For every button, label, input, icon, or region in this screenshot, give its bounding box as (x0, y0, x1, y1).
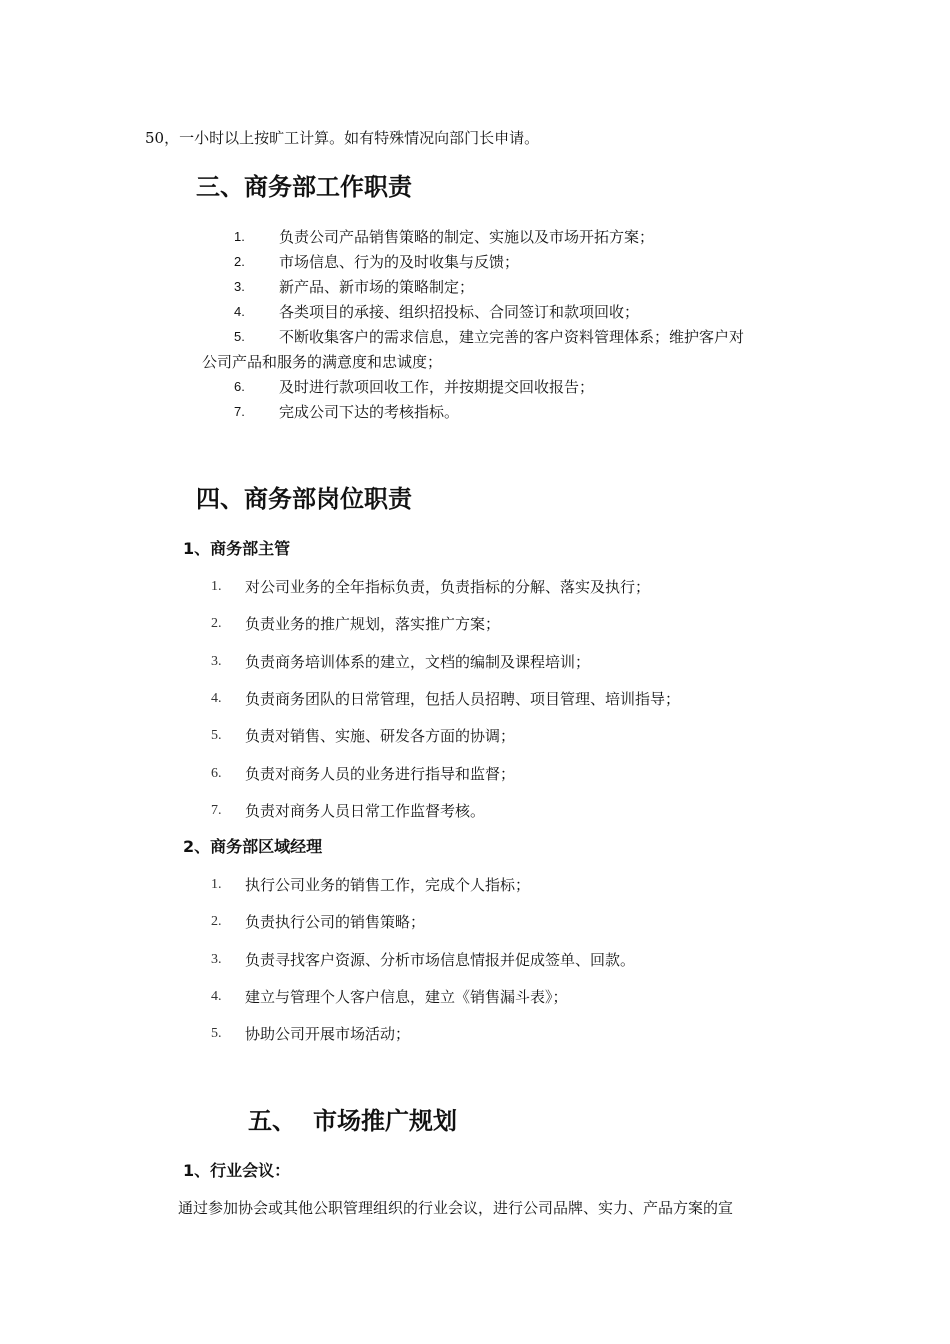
list-item-number: 2. (234, 254, 245, 269)
list-item: 完成公司下达的考核指标。 (279, 403, 460, 421)
list-item-number: 3. (211, 952, 222, 967)
list-item-number: 1. (211, 579, 222, 594)
list-item-number: 3. (211, 654, 222, 669)
list-item-number: 3. (234, 279, 245, 294)
list-item-number: 5. (211, 1026, 222, 1041)
list-item: 负责对商务人员的业务进行指导和监督； (245, 765, 516, 783)
list-item: 负责寻找客户资源、分析市场信息情报并促成签单、回款。 (245, 951, 636, 969)
section3-title: 三、商务部工作职责 (196, 173, 412, 201)
list-item: 负责业务的推广规划，落实推广方案； (245, 615, 501, 633)
list-item: 负责对销售、实施、研发各方面的协调； (245, 727, 516, 745)
list-item-number: 2. (211, 914, 222, 929)
list-item: 对公司业务的全年指标负责，负责指标的分解、落实及执行； (245, 578, 651, 596)
list-item: 建立与管理个人客户信息，建立《销售漏斗表》； (245, 988, 568, 1006)
list-item: 执行公司业务的销售工作，完成个人指标； (245, 876, 531, 894)
list-item: 负责公司产品销售策略的制定、实施以及市场开拓方案； (279, 228, 655, 246)
section5-title-prefix: 五、 (248, 1107, 296, 1135)
list-item: 负责执行公司的销售策略； (245, 913, 426, 931)
list-item-number: 1. (234, 229, 245, 244)
list-item-number: 7. (234, 404, 245, 419)
list-item-continuation: 公司产品和服务的满意度和忠诚度； (202, 353, 443, 371)
list-item: 市场信息、行为的及时收集与反馈； (279, 253, 520, 271)
list-item: 不断收集客户的需求信息，建立完善的客户资料管理体系；维护客户对 (279, 328, 745, 346)
list-item-number: 6. (234, 379, 245, 394)
list-item-number: 5. (234, 329, 245, 344)
list-item: 协助公司开展市场活动； (245, 1025, 411, 1043)
section5-title: 市场推广规划 (313, 1107, 457, 1135)
list-item-number: 5. (211, 728, 222, 743)
section5-sub1-title: 1、行业会议： (183, 1161, 291, 1180)
list-item-number: 4. (234, 304, 245, 319)
list-item: 负责对商务人员日常工作监督考核。 (245, 802, 486, 820)
section4-sub1-title: 1、商务部主管 (183, 539, 291, 558)
list-item: 新产品、新市场的策略制定； (279, 278, 475, 296)
list-item: 负责商务团队的日常管理，包括人员招聘、项目管理、培训指导； (245, 690, 681, 708)
list-item: 负责商务培训体系的建立，文档的编制及课程培训； (245, 653, 591, 671)
list-item-number: 2. (211, 616, 222, 631)
list-item-number: 6. (211, 766, 222, 781)
section4-sub2-title: 2、商务部区域经理 (183, 837, 323, 856)
list-item-number: 1. (211, 877, 222, 892)
list-item: 各类项目的承接、组织招投标、合同签订和款项回收； (279, 303, 640, 321)
list-item-number: 4. (211, 691, 222, 706)
section4-title: 四、商务部岗位职责 (196, 485, 412, 513)
section5-sub1-body: 通过参加协会或其他公职管理组织的行业会议，进行公司品牌、实力、产品方案的宣 (178, 1199, 734, 1217)
intro-line: 50，一小时以上按旷工计算。如有特殊情况向部门长申请。 (145, 129, 540, 147)
list-item-number: 4. (211, 989, 222, 1004)
list-item: 及时进行款项回收工作，并按期提交回收报告； (279, 378, 595, 396)
list-item-number: 7. (211, 803, 222, 818)
